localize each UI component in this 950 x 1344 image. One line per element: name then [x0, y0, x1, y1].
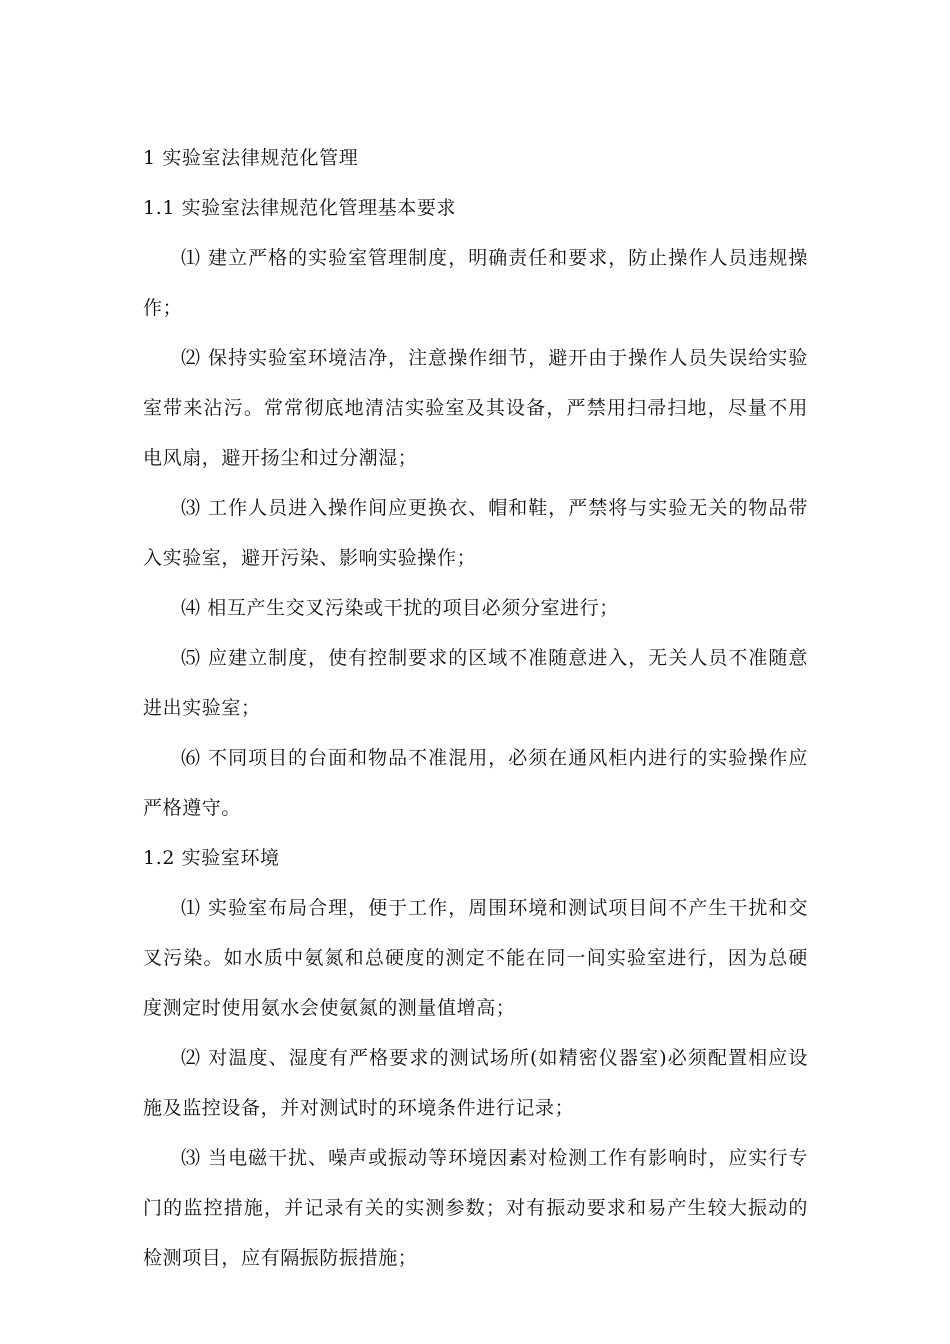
document-body — [143, 133, 808, 1283]
list-item-1-1-3: ⑶ 工作人员进入操作间应更换衣、帽和鞋，严禁将与实验无关的物品带入实验室，避开污染、影响实验操作； — [143, 497, 808, 569]
list-item-1-1-4: ⑷ 相互产生交叉污染或干扰的项目必须分室进行； — [181, 597, 619, 619]
section-heading-1: 1 实验室法律规范化管理 — [143, 147, 359, 169]
list-item-1-1-1: ⑴ 建立严格的实验室管理制度，明确责任和要求，防止操作人员违规操作； — [143, 247, 808, 319]
list-item-1-1-2: ⑵ 保持实验室环境洁净，注意操作细节，避开由于操作人员失误给实验室带来沾污。常常彻底地清洁实验室及其设备，严禁用扫帚扫地，尽量不用电风扇，避开扬尘和过分潮湿； — [143, 347, 808, 469]
list-item-1-2-3: ⑶ 当电磁干扰、噪声或振动等环境因素对检测工作有影响时，应实行专门的监控措施，并记录有关的实测参数；对有振动要求和易产生较大振动的检测项目，应有隔振防振措施； — [143, 1147, 808, 1269]
section-heading-1-2: 1.2 实验室环境 — [143, 847, 280, 869]
list-item-1-2-2: ⑵ 对温度、湿度有严格要求的测试场所(如精密仪器室)必须配置相应设施及监控设备，并对测试时的环境条件进行记录； — [143, 1047, 808, 1119]
list-item-1-1-6: ⑹ 不同项目的台面和物品不准混用，必须在通风柜内进行的实验操作应严格遵守。 — [143, 747, 808, 819]
list-item-1-2-1: ⑴ 实验室布局合理，便于工作，周围环境和测试项目间不产生干扰和交叉污染。如水质中氨氮和总硬度的测定不能在同一间实验室进行，因为总硬度测定时使用氨水会使氨氮的测量值增高； — [143, 897, 808, 1019]
list-item-1-1-5: ⑸ 应建立制度，使有控制要求的区域不准随意进入，无关人员不准随意进出实验室； — [143, 647, 808, 719]
section-heading-1-1: 1.1 实验室法律规范化管理基本要求 — [143, 197, 457, 219]
